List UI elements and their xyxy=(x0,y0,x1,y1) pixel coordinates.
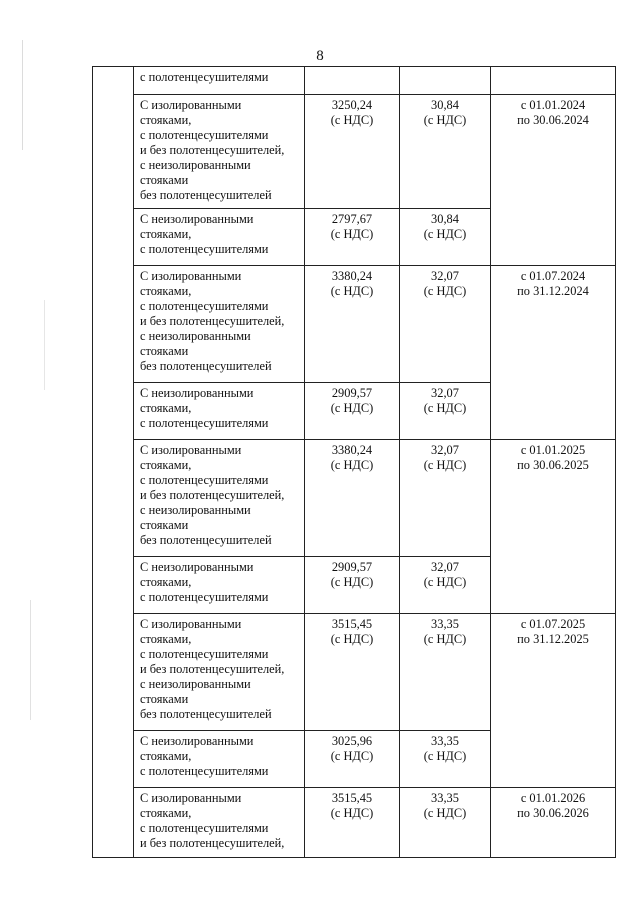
description-cell: С неизолированными стояками, с полотенцесушителями xyxy=(134,557,305,614)
period-cell: с 01.07.2025 по 31.12.2025 xyxy=(491,614,616,788)
description-cell: с полотенцесушителями xyxy=(134,67,305,95)
period-cell xyxy=(491,67,616,95)
rate-cell: 30,84 (с НДС) xyxy=(400,95,491,209)
scan-noise-line xyxy=(22,40,23,150)
page-number: 8 xyxy=(316,48,324,64)
description-cell: С неизолированными стояками, с полотенцесушителями xyxy=(134,731,305,788)
table-row xyxy=(93,95,616,209)
description-cell: С изолированными стояками, с полотенцесушителями и без полотенцесушителей, с неизолированными стояками без полотенцесушителей xyxy=(134,614,305,731)
scan-noise-line xyxy=(30,600,31,720)
rate-cell: 32,07 (с НДС) xyxy=(400,266,491,383)
table-row xyxy=(93,67,616,95)
price-cell: 3515,45 (с НДС) xyxy=(305,614,400,731)
rate-cell xyxy=(400,67,491,95)
index-column-cell xyxy=(93,67,134,858)
table-row xyxy=(93,788,616,858)
table-row xyxy=(93,614,616,731)
tariff-table xyxy=(92,66,616,858)
price-cell: 2909,57 (с НДС) xyxy=(305,557,400,614)
rate-cell: 33,35 (с НДС) xyxy=(400,788,491,858)
rate-cell: 32,07 (с НДС) xyxy=(400,383,491,440)
price-cell xyxy=(305,67,400,95)
period-cell: с 01.01.2025 по 30.06.2025 xyxy=(491,440,616,614)
rate-cell: 33,35 (с НДС) xyxy=(400,614,491,731)
period-cell: с 01.01.2024 по 30.06.2024 xyxy=(491,95,616,266)
price-cell: 3380,24 (с НДС) xyxy=(305,440,400,557)
description-cell: С изолированными стояками, с полотенцесушителями и без полотенцесушителей, xyxy=(134,788,305,858)
price-cell: 2909,57 (с НДС) xyxy=(305,383,400,440)
rate-cell: 32,07 (с НДС) xyxy=(400,440,491,557)
price-cell: 3380,24 (с НДС) xyxy=(305,266,400,383)
price-cell: 3250,24 (с НДС) xyxy=(305,95,400,209)
rate-cell: 32,07 (с НДС) xyxy=(400,557,491,614)
period-cell: с 01.01.2026 по 30.06.2026 xyxy=(491,788,616,858)
price-cell: 3025,96 (с НДС) xyxy=(305,731,400,788)
rate-cell: 30,84 (с НДС) xyxy=(400,209,491,266)
period-cell: с 01.07.2024 по 31.12.2024 xyxy=(491,266,616,440)
table-row xyxy=(93,266,616,383)
rate-cell: 33,35 (с НДС) xyxy=(400,731,491,788)
description-cell: С неизолированными стояками, с полотенцесушителями xyxy=(134,209,305,266)
description-cell: С изолированными стояками, с полотенцесушителями и без полотенцесушителей, с неизолированными стояками без полотенцесушителей xyxy=(134,95,305,209)
price-cell: 3515,45 (с НДС) xyxy=(305,788,400,858)
description-cell: С изолированными стояками, с полотенцесушителями и без полотенцесушителей, с неизолированными стояками без полотенцесушителей xyxy=(134,266,305,383)
price-cell: 2797,67 (с НДС) xyxy=(305,209,400,266)
description-cell: С неизолированными стояками, с полотенцесушителями xyxy=(134,383,305,440)
description-cell: С изолированными стояками, с полотенцесушителями и без полотенцесушителей, с неизолированными стояками без полотенцесушителей xyxy=(134,440,305,557)
table-row xyxy=(93,440,616,557)
scan-noise-line xyxy=(44,300,45,390)
